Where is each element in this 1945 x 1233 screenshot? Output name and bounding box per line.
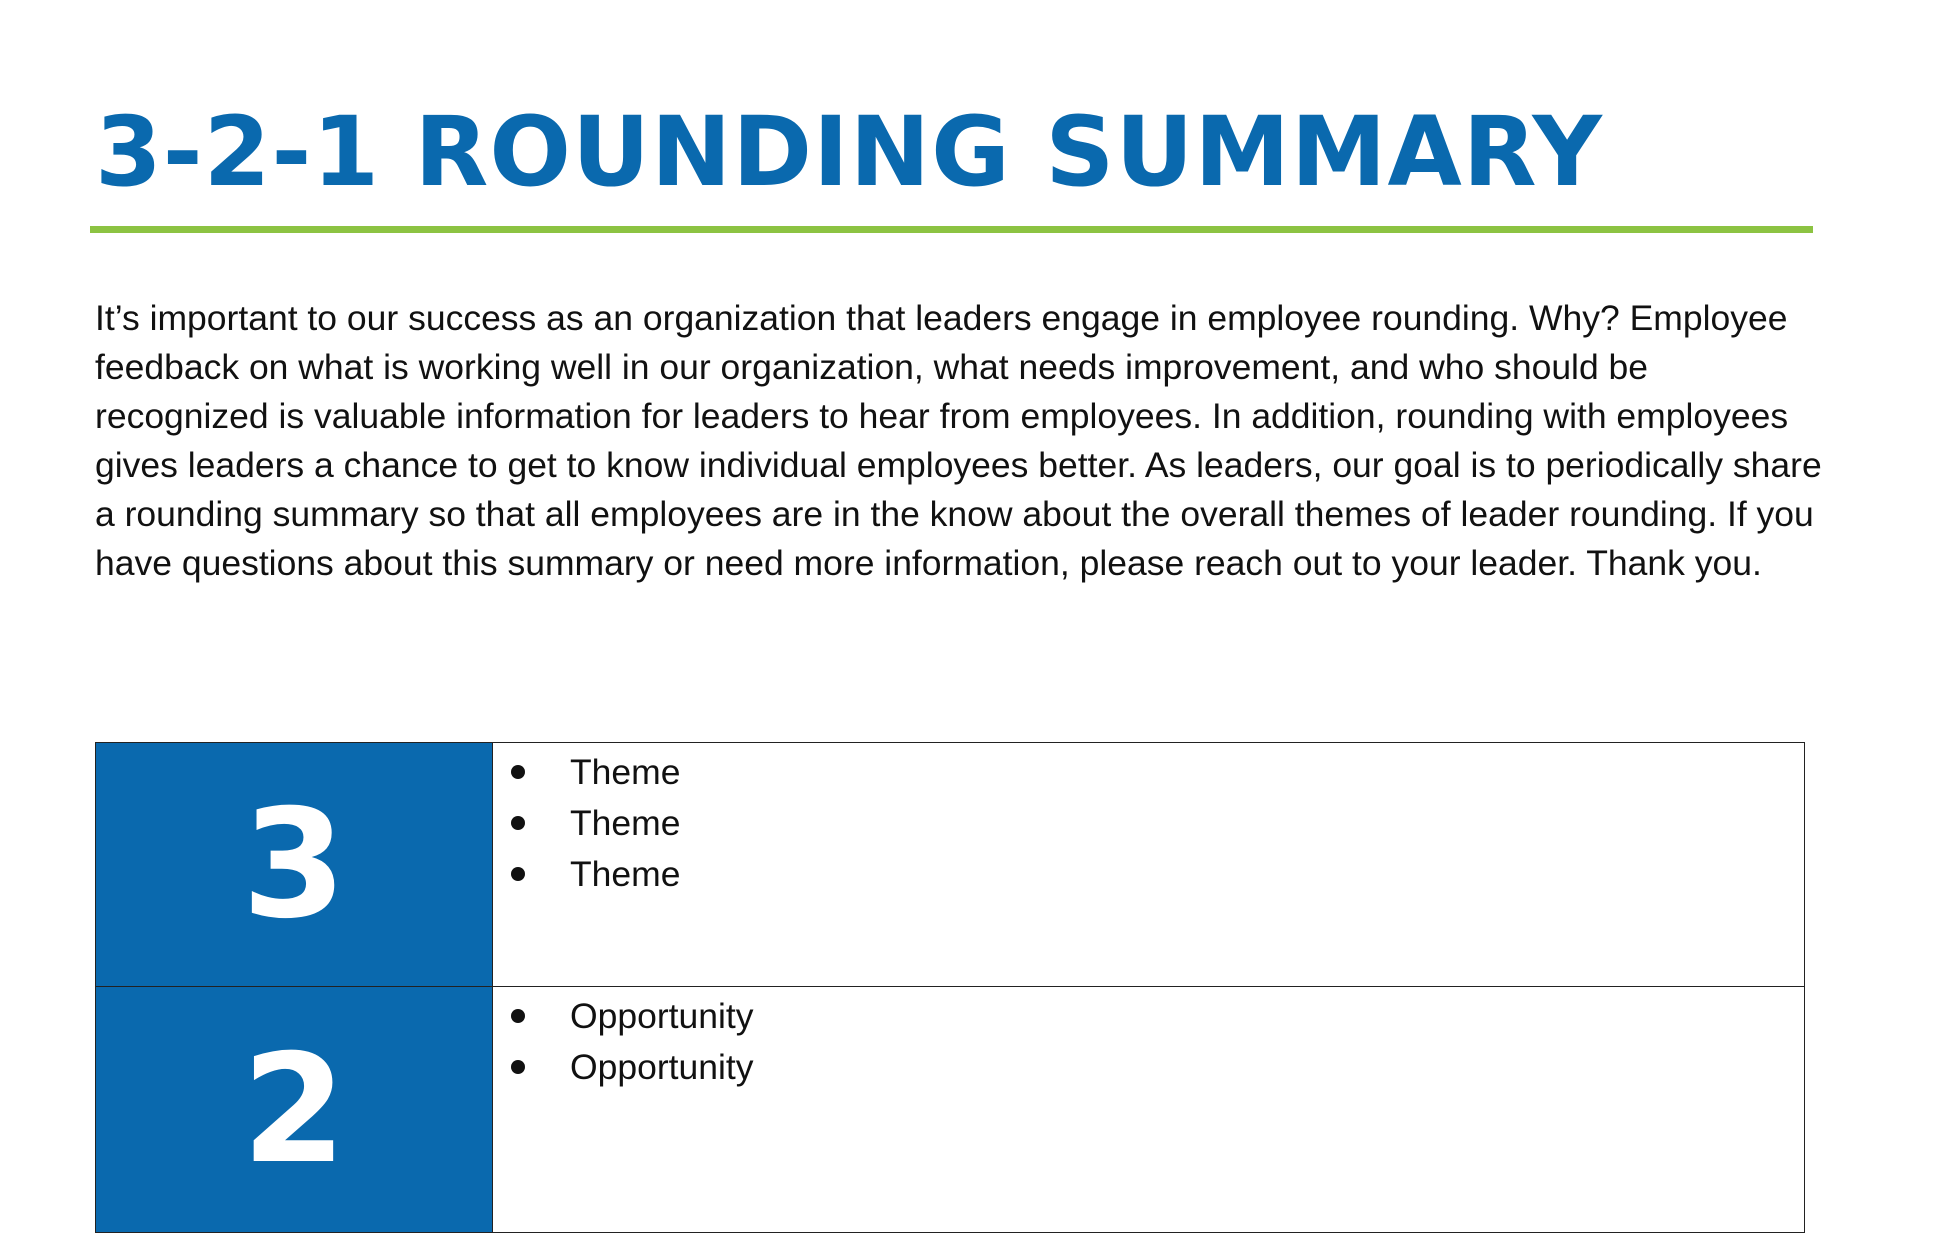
table-row-2	[96, 987, 1805, 1233]
summary-table	[95, 742, 1805, 1233]
list-item	[493, 798, 1804, 849]
bullet-icon	[511, 867, 525, 881]
bullet-icon	[511, 765, 525, 779]
list-item	[493, 849, 1804, 900]
opportunity-list	[493, 987, 1804, 1093]
bullet-icon	[511, 1009, 525, 1023]
number-cell-3: 3	[96, 743, 493, 987]
items-cell-3	[493, 743, 1805, 987]
list-item-text: Theme	[570, 854, 681, 894]
list-item-text: Theme	[570, 752, 681, 792]
list-item-text: Opportunity	[570, 1047, 754, 1087]
theme-list	[493, 743, 1804, 900]
list-item	[493, 1042, 1804, 1093]
bullet-icon	[511, 1060, 525, 1074]
items-cell-2	[493, 987, 1805, 1233]
table-row-3	[96, 743, 1805, 987]
list-item	[493, 747, 1804, 798]
page-title: 3-2-1 ROUNDING SUMMARY	[95, 96, 1603, 208]
bullet-icon	[511, 816, 525, 830]
number-cell-2: 2	[96, 987, 493, 1233]
title-divider	[90, 226, 1813, 233]
list-item	[493, 991, 1804, 1042]
list-item-text: Opportunity	[570, 996, 754, 1036]
list-item-text: Theme	[570, 803, 681, 843]
intro-paragraph: It’s important to our success as an organization that leaders engage in employee rounding. Why? Employee feedback on what is working well in our organization, what needs improvement, and who should be recognized is valuable information for leaders to hear from employees. In addition, rounding with employees gives leaders a chance to get to know individual employees better. As leaders, our goal is to periodically share a rounding summary so that all employees are in the know about the overall themes of leader rounding. If you have questions about this summary or need more information, please reach out to your leader. Thank you.	[95, 298, 1822, 583]
